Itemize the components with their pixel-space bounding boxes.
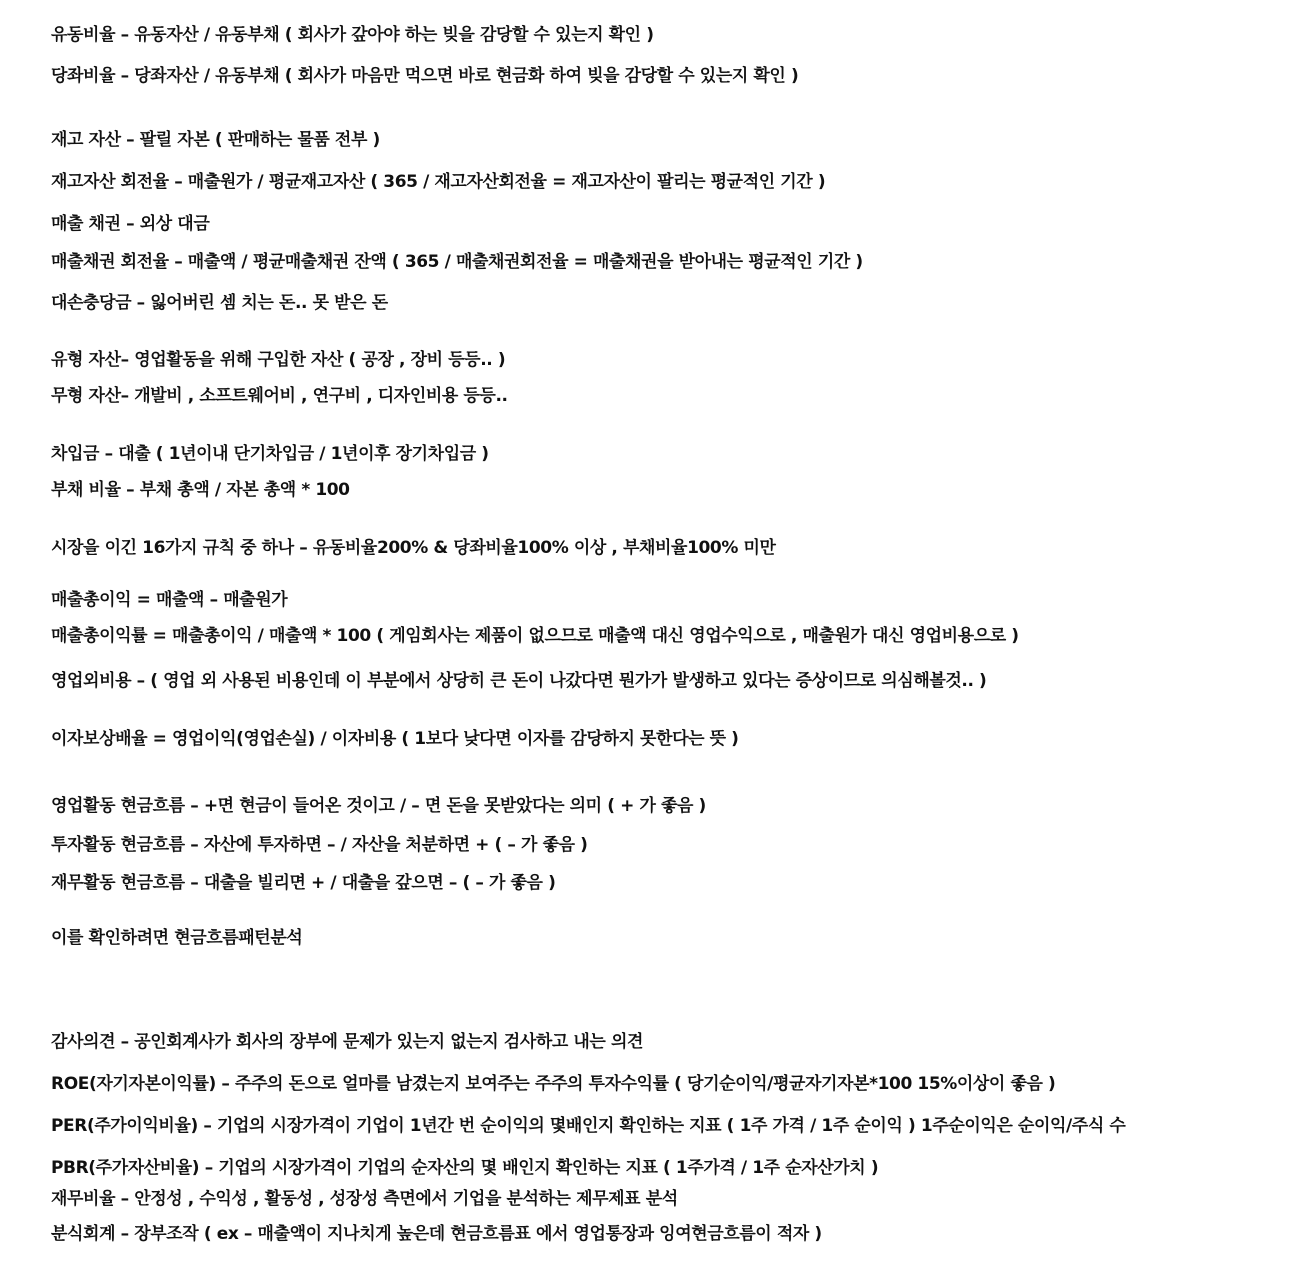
note-line-1: 유동비율 – 유동자산 / 유동부채 ( 회사가 갚아야 하는 빚을 감당할 수 있는지 확인 ): [51, 25, 654, 45]
note-line-3: 재고 자산 – 팔릴 자본 ( 판매하는 물품 전부 ): [51, 130, 380, 150]
note-line-24: PBR(주가자산비율) – 기업의 시장가격이 기업의 순자산의 몇 배인지 확인하는 지표 ( 1주가격 / 1주 순자산가치 ): [51, 1158, 879, 1178]
note-line-10: 차입금 – 대출 ( 1년이내 단기차입금 / 1년이후 장기차입금 ): [51, 444, 489, 464]
note-line-21: 감사의견 – 공인회계사가 회사의 장부에 문제가 있는지 없는지 검사하고 내는 의견: [51, 1032, 644, 1052]
note-line-26: 분식회계 – 장부조작 ( ex – 매출액이 지나치게 높은데 현금흐름표 에서 영업통장과 잉여현금흐름이 적자 ): [51, 1224, 822, 1244]
note-line-14: 매출총이익률 = 매출총이익 / 매출액 * 100 ( 게임회사는 제품이 없으므로 매출액 대신 영업수익으로 , 매출원가 대신 영업비용으로 ): [51, 626, 1019, 646]
note-line-11: 부채 비율 – 부채 총액 / 자본 총액 * 100: [51, 480, 350, 500]
note-line-5: 매출 채권 – 외상 대금: [51, 214, 210, 234]
note-line-22: ROE(자기자본이익률) – 주주의 돈으로 얼마를 남겼는지 보여주는 주주의 투자수익률 ( 당기순이익/평균자기자본*100 15%이상이 좋음 ): [51, 1074, 1056, 1094]
note-line-20: 이를 확인하려면 현금흐름패턴분석: [51, 928, 303, 948]
note-line-16: 이자보상배율 = 영업이익(영업손실) / 이자비용 ( 1보다 낮다면 이자를 감당하지 못한다는 뜻 ): [51, 729, 739, 749]
note-line-6: 매출채권 회전율 – 매출액 / 평균매출채권 잔액 ( 365 / 매출채권회전율 = 매출채권을 받아내는 평균적인 기간 ): [51, 252, 863, 272]
note-line-2: 당좌비율 – 당좌자산 / 유동부채 ( 회사가 마음만 먹으면 바로 현금화 하여 빚을 감당할 수 있는지 확인 ): [51, 66, 799, 86]
note-line-4: 재고자산 회전율 – 매출원가 / 평균재고자산 ( 365 / 재고자산회전율 = 재고자산이 팔리는 평균적인 기간 ): [51, 172, 826, 192]
note-line-19: 재무활동 현금흐름 – 대출을 빌리면 + / 대출을 갚으면 – ( – 가 좋음 ): [51, 873, 556, 893]
note-line-7: 대손충당금 – 잃어버린 셈 치는 돈.. 못 받은 돈: [51, 293, 388, 313]
note-line-25: 재무비율 – 안정성 , 수익성 , 활동성 , 성장성 측면에서 기업을 분석하는 제무제표 분석: [51, 1189, 678, 1209]
note-line-15: 영업외비용 – ( 영업 외 사용된 비용인데 이 부분에서 상당히 큰 돈이 나갔다면 뭔가가 발생하고 있다는 증상이므로 의심해볼것.. ): [51, 671, 987, 691]
note-line-23: PER(주가이익비율) – 기업의 시장가격이 기업이 1년간 번 순이익의 몇배인지 확인하는 지표 ( 1주 가격 / 1주 순이익 ) 1주순이익은 순이익/주식 수: [51, 1116, 1126, 1136]
note-line-13: 매출총이익 = 매출액 – 매출원가: [51, 590, 288, 610]
note-line-18: 투자활동 현금흐름 – 자산에 투자하면 – / 자산을 처분하면 + ( – 가 좋음 ): [51, 835, 588, 855]
note-line-9: 무형 자산– 개발비 , 소프트웨어비 , 연구비 , 디자인비용 등등..: [51, 386, 508, 406]
note-line-17: 영업활동 현금흐름 – +면 현금이 들어온 것이고 / – 면 돈을 못받았다는 의미 ( + 가 좋음 ): [51, 796, 706, 816]
note-line-8: 유형 자산– 영업활동을 위해 구입한 자산 ( 공장 , 장비 등등.. ): [51, 350, 506, 370]
note-line-12: 시장을 이긴 16가지 규칙 중 하나 – 유동비율200% & 당좌비율100% 이상 , 부채비율100% 미만: [51, 538, 776, 558]
